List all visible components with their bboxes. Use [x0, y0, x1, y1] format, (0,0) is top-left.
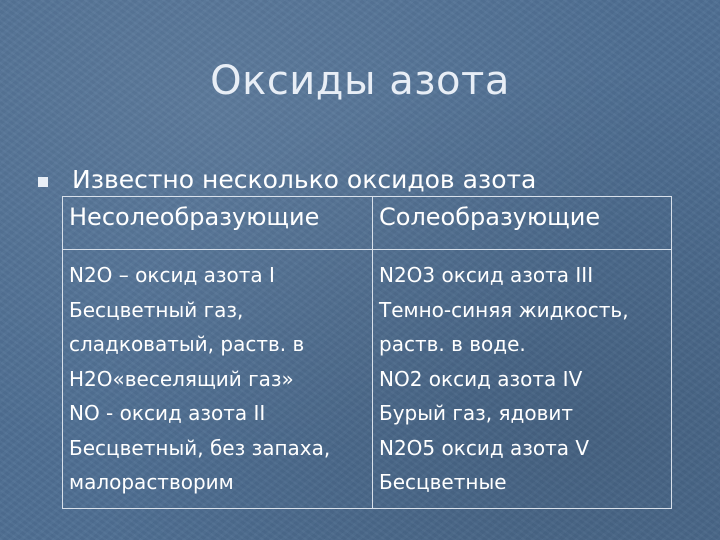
- oxides-table: [62, 196, 672, 509]
- non-salt-forming-cell: [63, 250, 373, 509]
- cell-line: Бесцветные: [379, 470, 507, 494]
- cell-line: сладковатый, раств. в: [69, 332, 305, 356]
- cell-line: Бесцветный, без запаха,: [69, 435, 331, 460]
- cell-line: малорастворим: [69, 470, 234, 494]
- cell-line: Н2О«веселящий газ»: [69, 366, 294, 391]
- cell-line: N2O3 оксид азота III: [379, 263, 594, 287]
- square-bullet-icon: [38, 177, 48, 187]
- cell-line: NO - оксид азота II: [69, 401, 266, 425]
- salt-forming-cell: [373, 250, 672, 509]
- cell-line: Бурый газ, ядовит: [379, 401, 574, 425]
- cell-line: NO2 оксид азота IV: [379, 366, 583, 391]
- bullet-item: [38, 165, 536, 194]
- cell-line: Темно-синяя жидкость,: [379, 297, 629, 322]
- cell-line: Бесцветный газ,: [69, 297, 244, 322]
- table-row: [63, 250, 672, 509]
- header-salt-forming: Солеобразующие: [373, 197, 672, 250]
- bullet-text: Известно несколько оксидов азота: [72, 165, 537, 194]
- cell-line: раств. в воде.: [379, 332, 526, 356]
- cell-line: N2O – оксид азота I: [69, 263, 275, 287]
- header-non-salt-forming: Несолеобразующие: [63, 197, 373, 250]
- table-header-row: [63, 197, 672, 250]
- slide-title: Оксиды азота: [210, 58, 510, 104]
- cell-line: N2O5 оксид азота V: [379, 435, 590, 460]
